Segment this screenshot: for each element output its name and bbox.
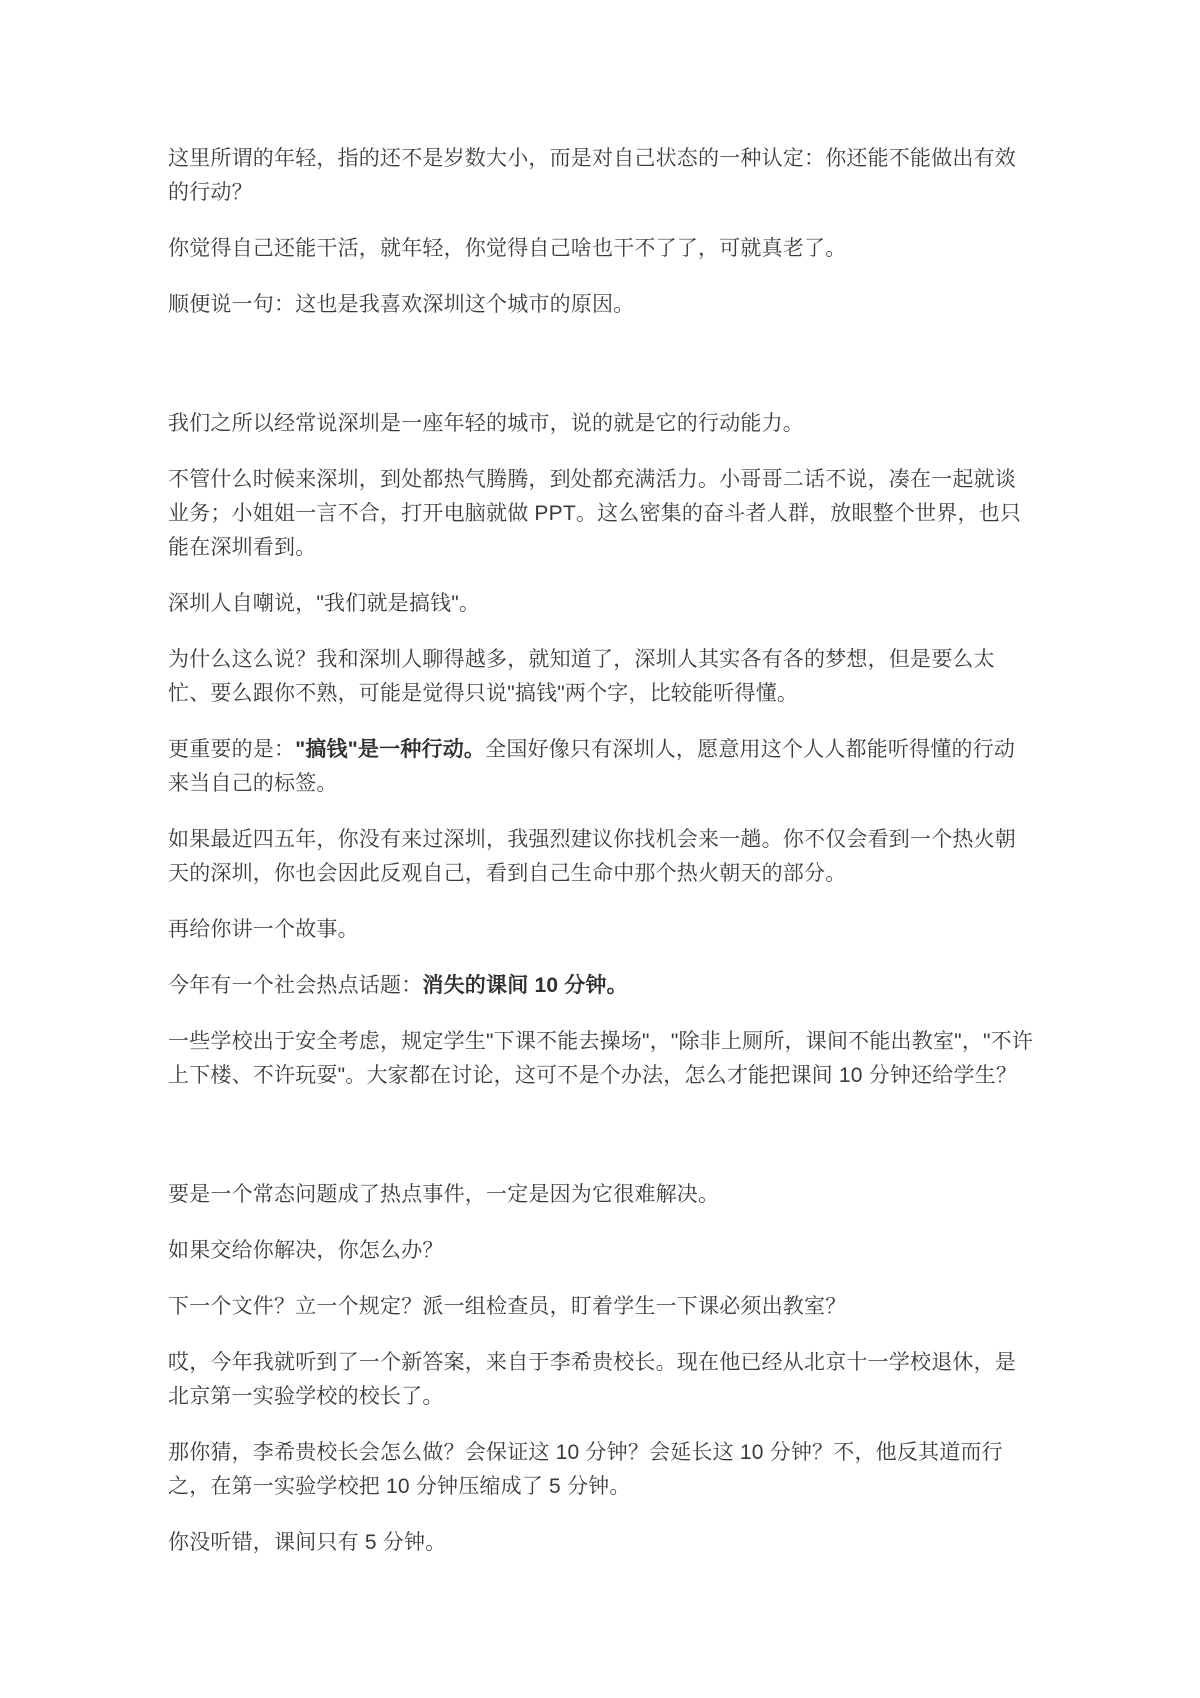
paragraph: 你没听错，课间只有 5 分钟。	[168, 1531, 447, 1554]
article-body	[168, 142, 1035, 1560]
paragraph-text: 今年有一个社会热点话题：	[168, 974, 423, 997]
paragraph	[168, 733, 1035, 801]
section-gap	[168, 1115, 1035, 1178]
bold-text: 消失的课间 10 分钟。	[422, 974, 628, 997]
section-gap	[168, 344, 1035, 407]
paragraph: 深圳人自嘲说，"我们就是搞钱"。	[168, 592, 481, 615]
paragraph: 那你猜，李希贵校长会怎么做？会保证这 10 分钟？会延长这 10 分钟？不，他反其道而行之，在第一实验学校把 10 分钟压缩成了 5 分钟。	[168, 1441, 1003, 1498]
paragraph: 要是一个常态问题成了热点事件，一定是因为它很难解决。	[168, 1183, 720, 1206]
bold-text: "搞钱"是一种行动。	[295, 738, 486, 761]
paragraph: 不管什么时候来深圳，到处都热气腾腾，到处都充满活力。小哥哥二话不说，凑在一起就谈业务；小姐姐一言不合，打开电脑就做 PPT。这么密集的奋斗者人群，放眼整个世界，也只能在深圳看到。	[168, 468, 1022, 559]
paragraph: 为什么这么说？我和深圳人聊得越多，就知道了，深圳人其实各有各的梦想，但是要么太忙、要么跟你不熟，可能是觉得只说"搞钱"两个字，比较能听得懂。	[168, 648, 995, 705]
paragraph-text: 更重要的是：	[168, 738, 296, 761]
paragraph: 如果最近四五年，你没有来过深圳，我强烈建议你找机会来一趟。你不仅会看到一个热火朝天的深圳，你也会因此反观自己，看到自己生命中那个热火朝天的部分。	[168, 828, 1016, 885]
paragraph	[168, 969, 1035, 1003]
paragraph: 哎，今年我就听到了一个新答案，来自于李希贵校长。现在他已经从北京十一学校退休，是北京第一实验学校的校长了。	[168, 1351, 1016, 1408]
paragraph: 一些学校出于安全考虑，规定学生"下课不能去操场"，"除非上厕所，课间不能出教室"，"不许上下楼、不许玩耍"。大家都在讨论，这可不是个办法，怎么才能把课间 10 分钟还给学生？	[168, 1030, 1034, 1087]
paragraph: 你觉得自己还能干活，就年轻，你觉得自己啥也干不了了，可就真老了。	[168, 237, 847, 260]
paragraph: 再给你讲一个故事。	[168, 918, 359, 941]
paragraph: 如果交给你解决，你怎么办？	[168, 1239, 444, 1262]
paragraph-text: 全国好像只有深圳人，愿意用这个人人都能听得懂的行动来当自己的标签。	[168, 738, 1016, 795]
paragraph: 顺便说一句：这也是我喜欢深圳这个城市的原因。	[168, 293, 635, 316]
paragraph: 下一个文件？立一个规定？派一组检查员，盯着学生一下课必须出教室？	[168, 1295, 847, 1318]
paragraph: 我们之所以经常说深圳是一座年轻的城市，说的就是它的行动能力。	[168, 412, 804, 435]
paragraph: 这里所谓的年轻，指的还不是岁数大小，而是对自己状态的一种认定：你还能不能做出有效的行动？	[168, 147, 1016, 204]
